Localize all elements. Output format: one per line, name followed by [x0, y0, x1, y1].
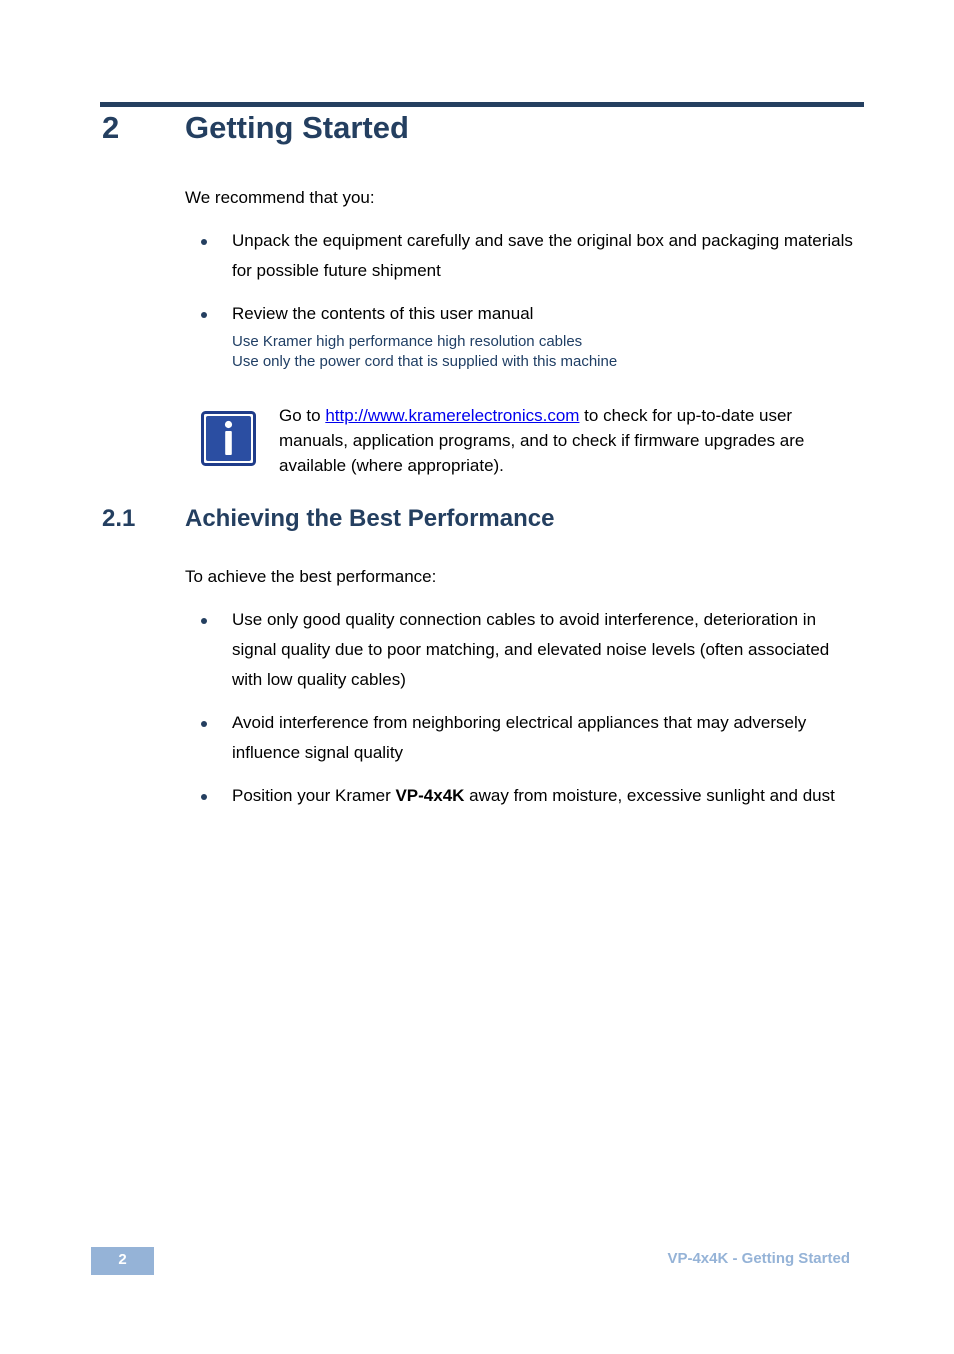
footer-page-number: 2 — [91, 1247, 154, 1275]
chapter-number: 2 — [102, 110, 120, 145]
section-number: 2.1 — [102, 505, 136, 532]
section-intro: To achieve the best performance: — [185, 567, 437, 586]
list-item: Review the contents of this user manual — [232, 299, 857, 329]
chapter-rule — [100, 102, 864, 107]
kramer-website-link[interactable]: http://www.kramerelectronics.com — [325, 406, 580, 425]
list-item: Unpack the equipment carefully and save the original box and packaging materials for possible future shipment — [232, 226, 857, 286]
product-name: VP-4x4K — [395, 786, 465, 805]
bullet-icon — [201, 239, 207, 245]
bullet-icon — [201, 618, 207, 624]
performance-list — [232, 605, 857, 824]
footer-title: VP-4x4K - Getting Started — [667, 1250, 850, 1267]
list-item: Avoid interference from neighboring electrical appliances that may adversely influence signal quality — [232, 708, 857, 768]
intro-text: We recommend that you: — [185, 188, 375, 207]
bullet-icon — [201, 312, 207, 318]
info-note: Go to http://www.kramerelectronics.com to check for up-to-date user manuals, application programs, and to check if firmware upgrades are available (where appropriate). — [279, 406, 805, 475]
section-title: Achieving the Best Performance — [185, 505, 555, 532]
cable-note: Use Kramer high performance high resolution cables — [232, 333, 583, 350]
list-item: Position your Kramer VP-4x4K away from moisture, excessive sunlight and dust — [232, 781, 857, 811]
recommend-list — [232, 226, 857, 342]
bullet-icon — [201, 721, 207, 727]
info-icon — [201, 411, 256, 466]
list-item: Use only good quality connection cables to avoid interference, deterioration in signal quality due to poor matching, and elevated noise levels (often associated with low quality cables) — [232, 605, 857, 695]
chapter-title: Getting Started — [185, 110, 409, 145]
cable-notes — [232, 332, 617, 372]
power-note: Use only the power cord that is supplied with this machine — [232, 353, 618, 370]
bullet-icon — [201, 794, 207, 800]
